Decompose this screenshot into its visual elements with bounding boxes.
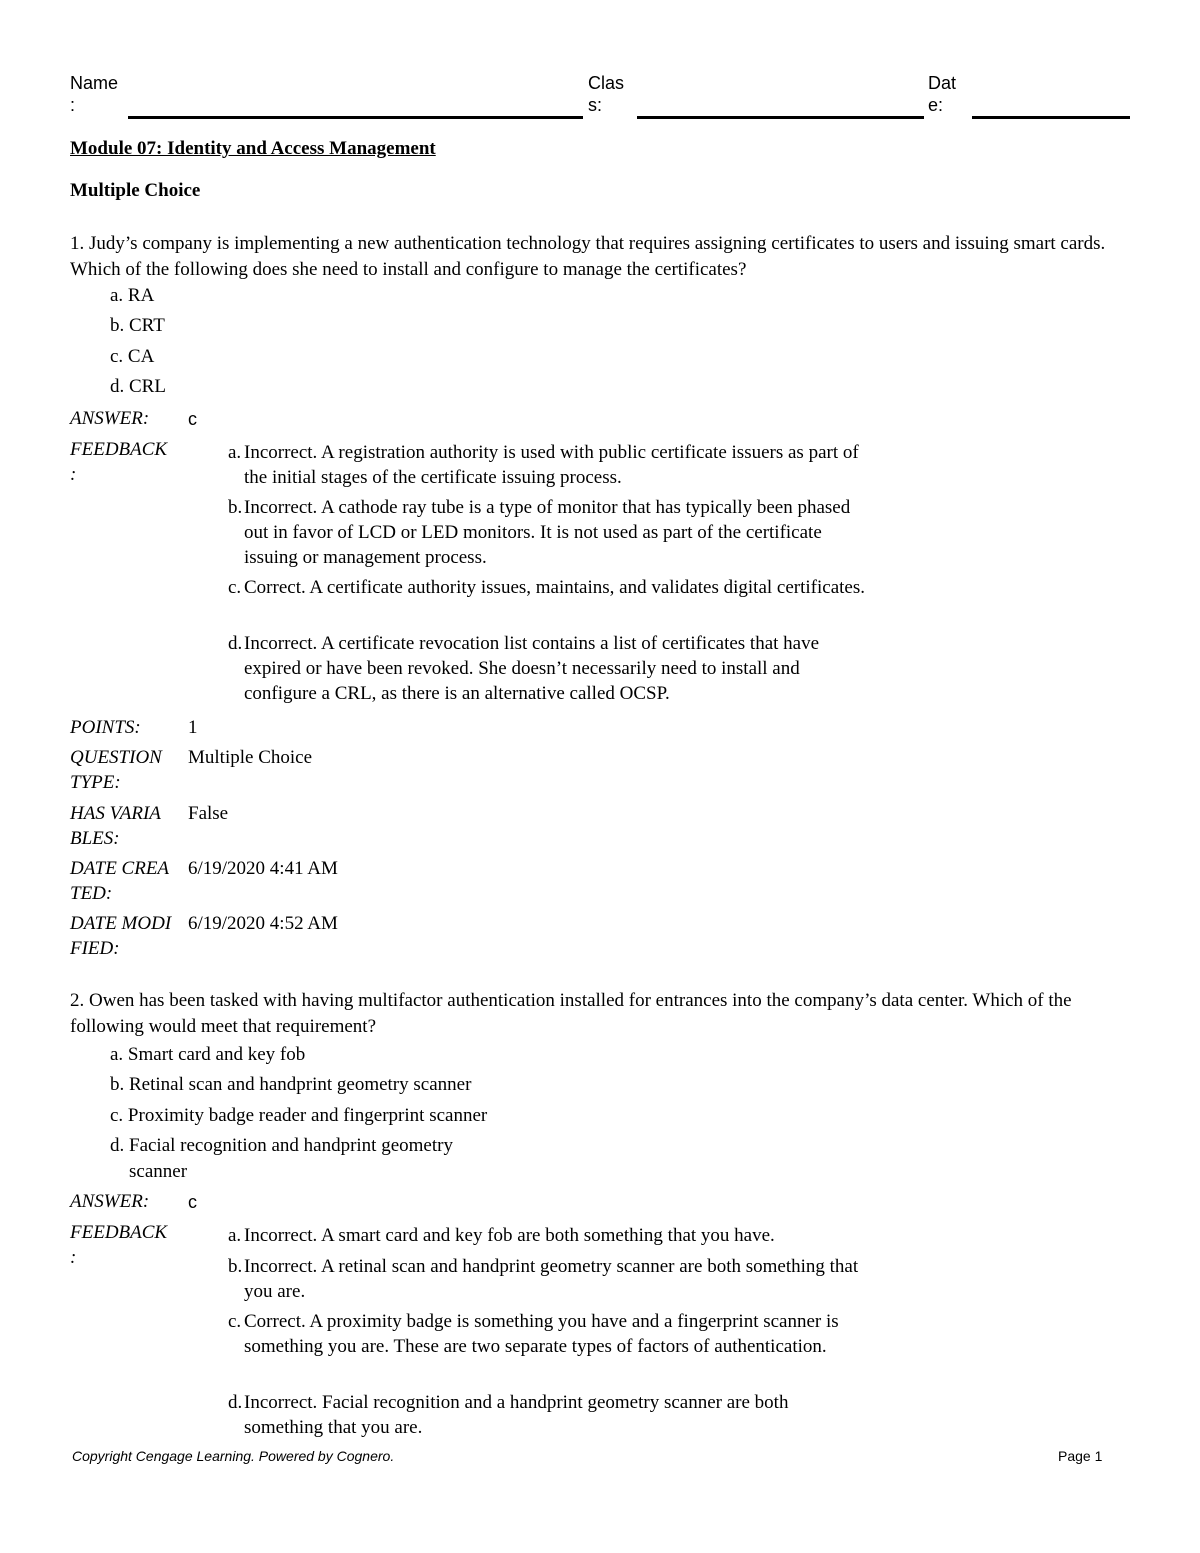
question-2-answer-label: ANSWER:: [70, 1191, 150, 1212]
question-1-feedback-a: [228, 440, 868, 490]
question-1-has-variables: False: [188, 803, 229, 824]
feedback-text: Incorrect. A smart card and key fob are both something that you have.: [244, 1225, 775, 1246]
page-title: Module 07: Identity and Access Management: [70, 138, 436, 159]
feedback-text: Correct. A certificate authority issues, maintains, and validates digital certificates.: [244, 577, 865, 598]
feedback-letter: d.: [228, 1392, 243, 1413]
question-2-feedback-c: [228, 1309, 868, 1359]
question-2-answer: c: [188, 1192, 197, 1212]
feedback-letter: a.: [228, 1225, 242, 1246]
question-1-option-a: a. RA: [110, 285, 155, 306]
question-1-feedback-d: [228, 631, 868, 706]
class-label: Clas s:: [588, 73, 625, 115]
question-2-feedback-a: [228, 1223, 868, 1248]
date-label: Dat e:: [928, 73, 957, 115]
question-2-option-c: c. Proximity badge reader and fingerprint scanner: [110, 1105, 488, 1126]
question-1-answer-label: ANSWER:: [70, 408, 150, 429]
feedback-letter: c.: [228, 1311, 242, 1332]
question-1-date-modified: 6/19/2020 4:52 AM: [188, 913, 338, 934]
name-label: Name :: [70, 73, 119, 115]
feedback-letter: b.: [228, 1256, 243, 1277]
date-field-line[interactable]: [972, 116, 1130, 119]
question-1-feedback-label: FEEDBACK :: [70, 439, 168, 485]
feedback-text: Incorrect. A certificate revocation list contains a list of certificates that have expired or have been revoked. She doesn’t necessarily need to install and configure a CRL, as there is an alternative called OCSP.: [244, 633, 820, 704]
question-1-option-c: c. CA: [110, 346, 155, 367]
question-1-date-modified-label: DATE MODI FIED:: [70, 913, 172, 959]
question-1-points: 1: [188, 717, 198, 738]
question-1-option-b: b. CRT: [110, 315, 165, 336]
question-1-feedback-b: [228, 495, 868, 570]
question-1-type: Multiple Choice: [188, 747, 313, 768]
footer-page-number: Page 1: [1058, 1448, 1103, 1464]
question-1-answer: c: [188, 409, 197, 429]
question-1-has-variables-label: HAS VARIA BLES:: [70, 803, 161, 849]
question-1-points-label: POINTS:: [70, 717, 141, 738]
name-field-line[interactable]: [128, 116, 583, 119]
feedback-text: Incorrect. A registration authority is used with public certificate issuers as part of the initial stages of the certificate issuing process.: [244, 442, 859, 488]
section-heading: Multiple Choice: [70, 180, 201, 201]
question-2-option-d: d. Facial recognition and handprint geometry scanner: [110, 1135, 453, 1182]
question-2-option-a: a. Smart card and key fob: [110, 1044, 306, 1065]
feedback-letter: c.: [228, 577, 242, 598]
question-1-date-created-label: DATE CREA TED:: [70, 858, 170, 904]
question-2-feedback-d: [228, 1390, 868, 1440]
feedback-text: Correct. A proximity badge is something you have and a fingerprint scanner is something you are. These are two separate types of factors of authentication.: [244, 1311, 839, 1357]
class-field-line[interactable]: [637, 116, 924, 119]
question-1-date-created: 6/19/2020 4:41 AM: [188, 858, 338, 879]
question-2-option-b: b. Retinal scan and handprint geometry scanner: [110, 1074, 472, 1095]
question-1-type-label: QUESTION TYPE:: [70, 747, 162, 793]
question-1-stem: 1. Judy’s company is implementing a new authentication technology that requires assigning certificates to users and issuing smart cards. Which of the following does she need to install and configure to manage the certificates?: [70, 233, 1106, 280]
feedback-text: Incorrect. A retinal scan and handprint geometry scanner are both something that you are.: [244, 1256, 859, 1302]
feedback-letter: a.: [228, 442, 242, 463]
feedback-text: Incorrect. A cathode ray tube is a type of monitor that has typically been phased out in favor of LCD or LED monitors. It is not used as part of the certificate issuing or management process.: [244, 497, 851, 568]
question-2-feedback-label: FEEDBACK :: [70, 1222, 168, 1268]
feedback-letter: b.: [228, 497, 243, 518]
question-2-feedback-b: [228, 1254, 868, 1304]
question-1-option-d: d. CRL: [110, 376, 166, 397]
question-1-feedback-c: [228, 575, 868, 600]
feedback-letter: d.: [228, 633, 243, 654]
feedback-text: Incorrect. Facial recognition and a handprint geometry scanner are both something that you are.: [244, 1392, 789, 1438]
question-2-stem: 2. Owen has been tasked with having multifactor authentication installed for entrances into the company’s data center. Which of the following would meet that requirement?: [70, 990, 1072, 1037]
footer-copyright: Copyright Cengage Learning. Powered by Cognero.: [72, 1448, 395, 1464]
